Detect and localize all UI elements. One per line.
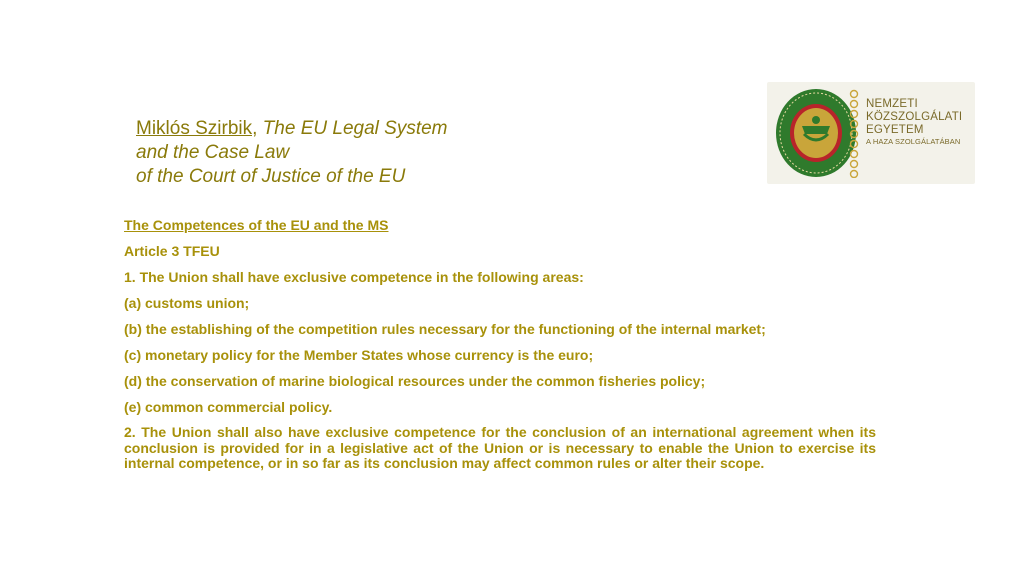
title-line-1	[136, 117, 448, 141]
title-line-3: of the Court of Justice of the EU	[136, 166, 406, 187]
presentation-title	[136, 117, 448, 189]
university-logo	[767, 82, 975, 184]
list-item-d: (d) the conservation of marine biological resources under the common fisheries policy;	[124, 373, 706, 389]
list-item-c: (c) monetary policy for the Member States whose currency is the euro;	[124, 347, 594, 363]
title-author: Miklós Szirbik,	[136, 118, 258, 139]
title-subject: The EU Legal System	[257, 118, 448, 139]
paragraph-1: 1. The Union shall have exclusive competence in the following areas:	[124, 269, 584, 285]
list-item-a: (a) customs union;	[124, 295, 250, 311]
paragraph-2: 2. The Union shall also have exclusive competence for the conclusion of an international agreement when its conclusion is provided for in a legislative act of the Union or is necessary to enable the Union to exercise its internal competence, or in so far as its conclusion may affect common rules or alter their scope.	[124, 424, 876, 471]
logo-line-3: EGYETEM	[866, 124, 924, 136]
university-seal-icon	[773, 86, 859, 180]
logo-line-1: NEMZETI	[866, 98, 918, 110]
slide-body	[124, 212, 876, 472]
decorative-chain-icon	[849, 88, 859, 178]
article-reference: Article 3 TFEU	[124, 243, 220, 259]
list-item-e: (e) common commercial policy.	[124, 399, 333, 415]
title-line-2: and the Case Law	[136, 142, 290, 163]
section-heading: The Competences of the EU and the MS	[124, 217, 389, 233]
logo-line-2: KÖZSZOLGÁLATI	[866, 111, 963, 123]
logo-motto: A HAZA SZOLGÁLATÁBAN	[866, 137, 961, 146]
list-item-b: (b) the establishing of the competition rules necessary for the functioning of the internal market;	[124, 321, 766, 337]
university-name	[866, 98, 962, 147]
